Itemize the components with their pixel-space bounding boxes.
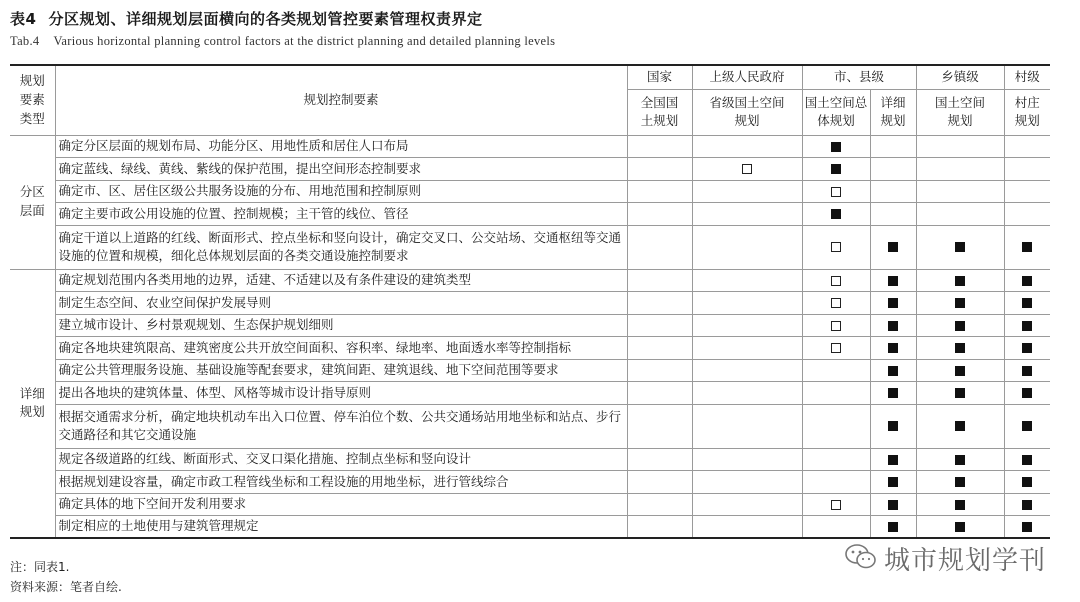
mark-cell bbox=[802, 225, 870, 269]
mark-cell bbox=[870, 404, 916, 448]
header-plan-line: 规划 bbox=[880, 113, 906, 128]
filled-square-mark bbox=[1022, 321, 1032, 331]
header-plan-line: 规划 bbox=[947, 113, 973, 128]
mark-cell bbox=[627, 158, 692, 181]
filled-square-mark bbox=[888, 455, 898, 465]
filled-square-mark bbox=[888, 421, 898, 431]
mark-cell bbox=[802, 359, 870, 382]
control-element-text: 确定干道以上道路的红线、断面形式、控点坐标和竖向设计，确定交叉口、公交站场、交通枢纽等交通设施的位置和规模，细化总体规划层面的各类交通设施控制要求 bbox=[55, 225, 627, 269]
mark-cell bbox=[802, 448, 870, 471]
mark-cell bbox=[692, 404, 802, 448]
mark-cell bbox=[627, 225, 692, 269]
header-row-levels bbox=[10, 65, 1050, 89]
mark-cell bbox=[627, 269, 692, 292]
mark-cell bbox=[1004, 448, 1050, 471]
control-element-text: 确定主要市政公用设施的位置、控制规模；主干管的线位、管径 bbox=[55, 203, 627, 226]
filled-square-mark bbox=[888, 321, 898, 331]
filled-square-mark bbox=[955, 276, 965, 286]
group-label bbox=[10, 135, 55, 269]
empty-square-mark bbox=[831, 298, 841, 308]
mark-cell bbox=[692, 158, 802, 181]
mark-cell bbox=[1004, 314, 1050, 337]
header-level-provincial: 上级人民政府 bbox=[692, 65, 802, 89]
table-title-text: 分区规划、详细规划层面横向的各类规划管控要素管理权责界定 bbox=[48, 10, 483, 28]
header-element-type bbox=[10, 65, 55, 135]
mark-cell bbox=[1004, 359, 1050, 382]
table-row bbox=[10, 180, 1050, 203]
mark-cell bbox=[627, 135, 692, 158]
source-line: 资料来源：笔者自绘. bbox=[10, 580, 122, 594]
group-label-line: 分区 bbox=[19, 184, 45, 200]
control-element-text: 确定市、区、居住区级公共服务设施的分布、用地范围和控制原则 bbox=[55, 180, 627, 203]
mark-cell bbox=[802, 382, 870, 405]
header-plan-line: 土规划 bbox=[640, 113, 679, 128]
mark-cell bbox=[802, 516, 870, 539]
empty-square-mark bbox=[831, 500, 841, 510]
header-plan-3 bbox=[870, 89, 916, 135]
mark-cell bbox=[1004, 493, 1050, 516]
filled-square-mark bbox=[955, 343, 965, 353]
header-plan-line: 国土空间总 bbox=[804, 94, 868, 110]
control-element-text: 提出各地块的建筑体量、体型、风格等城市设计指导原则 bbox=[55, 382, 627, 405]
mark-cell bbox=[802, 337, 870, 360]
filled-square-mark bbox=[955, 455, 965, 465]
header-plan-5 bbox=[1004, 89, 1050, 135]
mark-cell bbox=[692, 493, 802, 516]
control-element-text: 确定各地块建筑限高、建筑密度公共开放空间面积、容积率、绿地率、地面透水率等控制指标 bbox=[55, 337, 627, 360]
empty-square-mark bbox=[831, 242, 841, 252]
filled-square-mark bbox=[1022, 522, 1032, 532]
mark-cell bbox=[916, 292, 1004, 315]
mark-cell bbox=[916, 314, 1004, 337]
mark-cell bbox=[627, 516, 692, 539]
mark-cell bbox=[627, 314, 692, 337]
mark-cell bbox=[870, 314, 916, 337]
mark-cell bbox=[916, 404, 1004, 448]
mark-cell bbox=[1004, 404, 1050, 448]
control-element-text: 制定生态空间、农业空间保护发展导则 bbox=[55, 292, 627, 315]
mark-cell bbox=[1004, 337, 1050, 360]
filled-square-mark bbox=[831, 164, 841, 174]
watermark bbox=[844, 540, 1046, 577]
control-element-text: 规定各级道路的红线、断面形式、交叉口渠化措施、控制点坐标和竖向设计 bbox=[55, 448, 627, 471]
header-level-township: 乡镇级 bbox=[916, 65, 1004, 89]
mark-cell bbox=[692, 516, 802, 539]
filled-square-mark bbox=[1022, 388, 1032, 398]
mark-cell bbox=[692, 448, 802, 471]
mark-cell bbox=[870, 225, 916, 269]
mark-cell bbox=[870, 448, 916, 471]
mark-cell bbox=[692, 180, 802, 203]
mark-cell bbox=[802, 292, 870, 315]
mark-cell bbox=[870, 203, 916, 226]
filled-square-mark bbox=[955, 522, 965, 532]
mark-cell bbox=[802, 493, 870, 516]
mark-cell bbox=[916, 471, 1004, 494]
mark-cell bbox=[870, 337, 916, 360]
empty-square-mark bbox=[831, 321, 841, 331]
mark-cell bbox=[1004, 225, 1050, 269]
control-element-text: 确定公共管理服务设施、基础设施等配套要求，建筑间距、建筑退线、地下空间范围等要求 bbox=[55, 359, 627, 382]
mark-cell bbox=[627, 337, 692, 360]
mark-cell bbox=[916, 180, 1004, 203]
header-plan-2 bbox=[802, 89, 870, 135]
header-plan-line: 规划 bbox=[734, 113, 760, 128]
mark-cell bbox=[916, 203, 1004, 226]
filled-square-mark bbox=[1022, 298, 1032, 308]
header-plan-line: 全国国 bbox=[640, 94, 679, 110]
table-title-en bbox=[10, 34, 555, 49]
mark-cell bbox=[916, 516, 1004, 539]
mark-cell bbox=[916, 269, 1004, 292]
mark-cell bbox=[870, 359, 916, 382]
empty-square-mark bbox=[831, 276, 841, 286]
table-row bbox=[10, 337, 1050, 360]
table-row bbox=[10, 135, 1050, 158]
filled-square-mark bbox=[1022, 477, 1032, 487]
filled-square-mark bbox=[831, 209, 841, 219]
filled-square-mark bbox=[888, 242, 898, 252]
mark-cell bbox=[692, 225, 802, 269]
header-plan-0 bbox=[627, 89, 692, 135]
control-element-text: 确定蓝线、绿线、黄线、紫线的保护范围，提出空间形态控制要求 bbox=[55, 158, 627, 181]
filled-square-mark bbox=[955, 500, 965, 510]
control-factors-table bbox=[10, 64, 1050, 539]
mark-cell bbox=[1004, 382, 1050, 405]
mark-cell bbox=[627, 292, 692, 315]
mark-cell bbox=[692, 203, 802, 226]
filled-square-mark bbox=[888, 522, 898, 532]
filled-square-mark bbox=[888, 388, 898, 398]
empty-square-mark bbox=[831, 343, 841, 353]
filled-square-mark bbox=[888, 366, 898, 376]
filled-square-mark bbox=[888, 276, 898, 286]
mark-cell bbox=[870, 493, 916, 516]
table-row bbox=[10, 203, 1050, 226]
filled-square-mark bbox=[1022, 500, 1032, 510]
mark-cell bbox=[1004, 135, 1050, 158]
mark-cell bbox=[1004, 471, 1050, 494]
mark-cell bbox=[802, 180, 870, 203]
mark-cell bbox=[692, 359, 802, 382]
mark-cell bbox=[1004, 516, 1050, 539]
filled-square-mark bbox=[1022, 366, 1032, 376]
filled-square-mark bbox=[955, 477, 965, 487]
control-element-text: 制定相应的土地使用与建筑管理规定 bbox=[55, 516, 627, 539]
header-element-type-line: 要素 bbox=[19, 91, 45, 107]
mark-cell bbox=[870, 180, 916, 203]
header-plan-line: 规划 bbox=[1014, 113, 1040, 128]
mark-cell bbox=[916, 359, 1004, 382]
table-row bbox=[10, 448, 1050, 471]
table-row bbox=[10, 225, 1050, 269]
group-label-line: 层面 bbox=[19, 203, 45, 218]
mark-cell bbox=[692, 382, 802, 405]
table-row bbox=[10, 359, 1050, 382]
wechat-icon bbox=[844, 542, 878, 576]
header-plan-line: 详细 bbox=[880, 94, 906, 110]
table-title-en-text: Various horizontal planning control factors at the district planning and detailed planning levels bbox=[53, 34, 556, 48]
mark-cell bbox=[870, 269, 916, 292]
mark-cell bbox=[627, 448, 692, 471]
mark-cell bbox=[1004, 203, 1050, 226]
mark-cell bbox=[870, 158, 916, 181]
filled-square-mark bbox=[888, 298, 898, 308]
filled-square-mark bbox=[955, 366, 965, 376]
filled-square-mark bbox=[1022, 242, 1032, 252]
mark-cell bbox=[802, 203, 870, 226]
mark-cell bbox=[1004, 158, 1050, 181]
mark-cell bbox=[692, 292, 802, 315]
filled-square-mark bbox=[955, 298, 965, 308]
header-plan-line: 省级国土空间 bbox=[709, 94, 785, 110]
filled-square-mark bbox=[1022, 343, 1032, 353]
filled-square-mark bbox=[888, 343, 898, 353]
mark-cell bbox=[627, 404, 692, 448]
mark-cell bbox=[627, 471, 692, 494]
table-row bbox=[10, 292, 1050, 315]
table-row bbox=[10, 382, 1050, 405]
header-plan-line: 体规划 bbox=[817, 113, 855, 128]
mark-cell bbox=[627, 382, 692, 405]
mark-cell bbox=[870, 516, 916, 539]
control-element-text: 建立城市设计、乡村景观规划、生态保护规划细则 bbox=[55, 314, 627, 337]
empty-square-mark bbox=[831, 187, 841, 197]
mark-cell bbox=[692, 314, 802, 337]
empty-square-mark bbox=[742, 164, 752, 174]
group-label-line: 详细 bbox=[19, 385, 45, 401]
watermark-text: 城市规划学刊 bbox=[883, 546, 1046, 576]
filled-square-mark bbox=[1022, 455, 1032, 465]
control-element-text: 根据规划建设容量，确定市政工程管线坐标和工程设施的用地坐标，进行管线综合 bbox=[55, 471, 627, 494]
mark-cell bbox=[870, 292, 916, 315]
mark-cell bbox=[802, 471, 870, 494]
group-label bbox=[10, 269, 55, 538]
mark-cell bbox=[916, 382, 1004, 405]
mark-cell bbox=[916, 225, 1004, 269]
mark-cell bbox=[916, 135, 1004, 158]
table-number: 表4 bbox=[10, 10, 37, 28]
mark-cell bbox=[916, 337, 1004, 360]
filled-square-mark bbox=[888, 477, 898, 487]
mark-cell bbox=[692, 135, 802, 158]
table-row bbox=[10, 158, 1050, 181]
control-element-text: 确定规划范围内各类用地的边界，适建、不适建以及有条件建设的建筑类型 bbox=[55, 269, 627, 292]
control-element-text: 确定分区层面的规划布局、功能分区、用地性质和居住人口布局 bbox=[55, 135, 627, 158]
mark-cell bbox=[916, 448, 1004, 471]
table-row bbox=[10, 471, 1050, 494]
table-title bbox=[10, 8, 482, 29]
table-row bbox=[10, 516, 1050, 539]
table-row bbox=[10, 404, 1050, 448]
mark-cell bbox=[802, 135, 870, 158]
header-level-city-county: 市、县级 bbox=[802, 65, 916, 89]
mark-cell bbox=[802, 314, 870, 337]
mark-cell bbox=[627, 203, 692, 226]
mark-cell bbox=[916, 158, 1004, 181]
mark-cell bbox=[627, 180, 692, 203]
header-plan-line: 村庄 bbox=[1014, 94, 1040, 110]
filled-square-mark bbox=[831, 142, 841, 152]
filled-square-mark bbox=[1022, 421, 1032, 431]
table-number-en: Tab.4 bbox=[10, 34, 40, 48]
filled-square-mark bbox=[888, 500, 898, 510]
note-line: 注：同表1. bbox=[10, 560, 70, 574]
header-level-national: 国家 bbox=[627, 65, 692, 89]
mark-cell bbox=[870, 135, 916, 158]
filled-square-mark bbox=[955, 388, 965, 398]
mark-cell bbox=[627, 493, 692, 516]
control-element-text: 确定具体的地下空间开发利用要求 bbox=[55, 493, 627, 516]
group-label-line: 规划 bbox=[19, 404, 45, 420]
mark-cell bbox=[692, 471, 802, 494]
filled-square-mark bbox=[1022, 276, 1032, 286]
mark-cell bbox=[1004, 269, 1050, 292]
mark-cell bbox=[870, 471, 916, 494]
table-row bbox=[10, 314, 1050, 337]
header-element-type-line: 规划 bbox=[19, 73, 45, 89]
header-level-village: 村级 bbox=[1004, 65, 1050, 89]
table-row bbox=[10, 493, 1050, 516]
control-element-text: 根据交通需求分析，确定地块机动车出入口位置、停车泊位个数、公共交通场站用地坐标和站点、步行交通路径和其它交通设施 bbox=[55, 404, 627, 448]
filled-square-mark bbox=[955, 321, 965, 331]
mark-cell bbox=[802, 269, 870, 292]
header-plan-line: 国土空间 bbox=[935, 94, 986, 110]
filled-square-mark bbox=[955, 242, 965, 252]
mark-cell bbox=[870, 382, 916, 405]
header-plan-1 bbox=[692, 89, 802, 135]
mark-cell bbox=[692, 269, 802, 292]
mark-cell bbox=[802, 158, 870, 181]
mark-cell bbox=[916, 493, 1004, 516]
header-control-element: 规划控制要素 bbox=[55, 65, 627, 135]
header-plan-4 bbox=[916, 89, 1004, 135]
table-row bbox=[10, 269, 1050, 292]
filled-square-mark bbox=[955, 421, 965, 431]
mark-cell bbox=[627, 359, 692, 382]
header-element-type-line: 类型 bbox=[19, 110, 45, 126]
mark-cell bbox=[1004, 180, 1050, 203]
mark-cell bbox=[802, 404, 870, 448]
mark-cell bbox=[692, 337, 802, 360]
mark-cell bbox=[1004, 292, 1050, 315]
